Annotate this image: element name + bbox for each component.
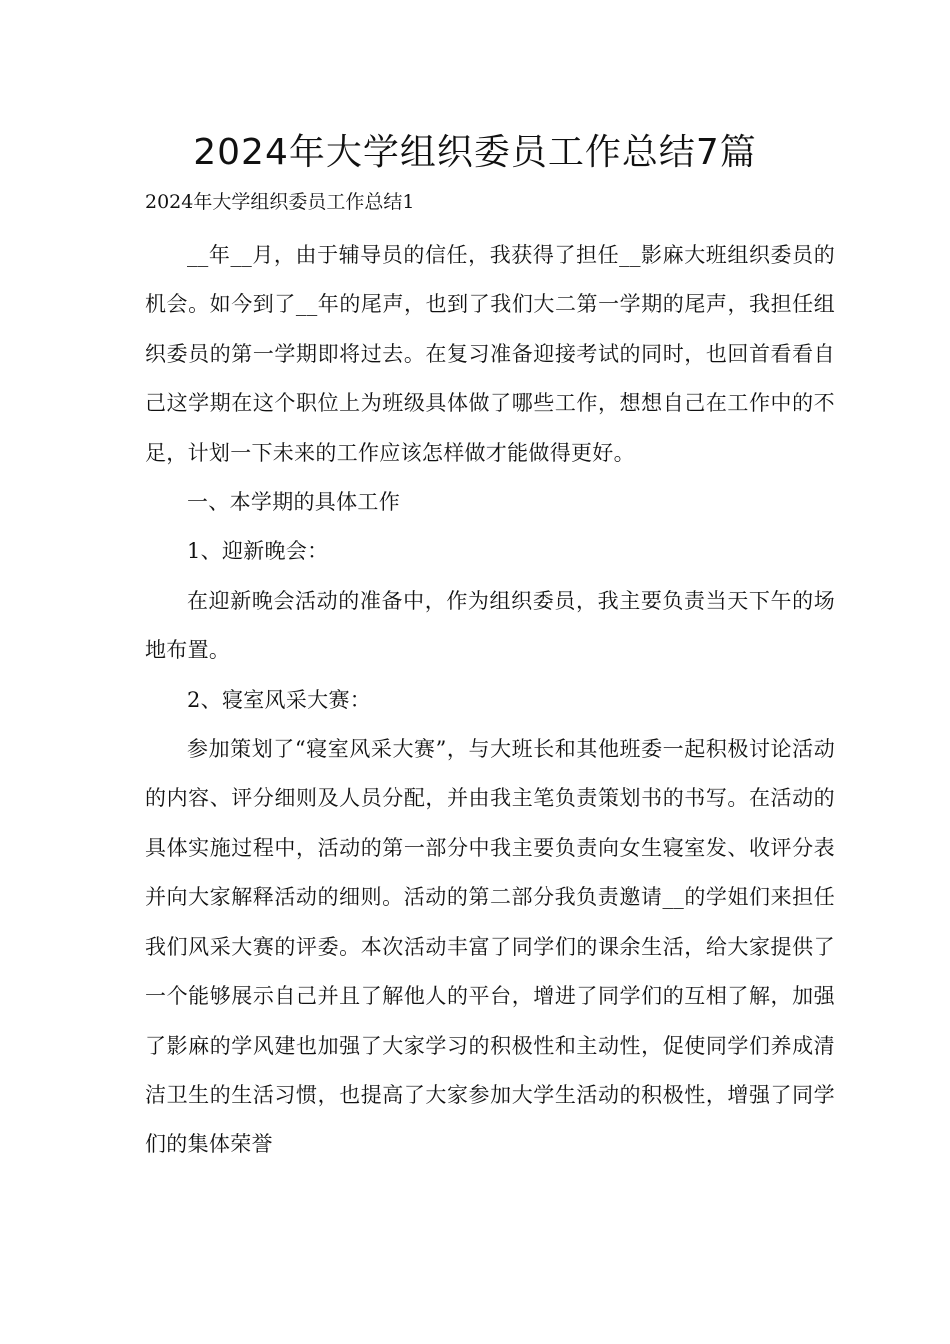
document-title: 2024年大学组织委员工作总结7篇 (193, 132, 757, 173)
paragraph-item-heading: 1、迎新晚会： (187, 539, 329, 564)
body-text (145, 231, 835, 1170)
paragraph-body: 参加策划了“寝室风采大赛”，与大班长和其他班委一起积极讨论活动的内容、评分细则及人员分配，并由我主笔负责策划书的书写。在活动的具体实施过程中，活动的第一部分中我主要负责向女生寝室发、收评分表并向大家解释活动的细则。活动的第二部分我负责邀请__的学姐们来担任我们风采大赛的评委。本次活动丰富了同学们的课余生活，给大家提供了一个能够展示自己并且了解他人的平台，增进了同学们的互相了解，加强了影麻的学风建也加强了大家学习的积极性和主动性，促使同学们养成清洁卫生的生活习惯，也提高了大家参加大学生活动的积极性，增强了同学们的集体荣誉 (145, 737, 835, 1157)
paragraph-intro: __年__月，由于辅导员的信任，我获得了担任__影麻大班组织委员的机会。如今到了__年的尾声，也到了我们大二第一学期的尾声，我担任组织委员的第一学期即将过去。在复习准备迎接考试的同时，也回首看看自己这学期在这个职位上为班级具体做了哪些工作，想想自己在工作中的不足，计划一下未来的工作应该怎样做才能做得更好。 (145, 243, 835, 465)
section-heading: 2024年大学组织委员工作总结1 (145, 191, 415, 213)
paragraph-body: 在迎新晚会活动的准备中，作为组织委员，我主要负责当天下午的场地布置。 (145, 588, 835, 663)
paragraph-section-heading: 一、本学期的具体工作 (187, 490, 400, 515)
paragraph-item-heading: 2、寝室风采大赛： (187, 687, 372, 712)
